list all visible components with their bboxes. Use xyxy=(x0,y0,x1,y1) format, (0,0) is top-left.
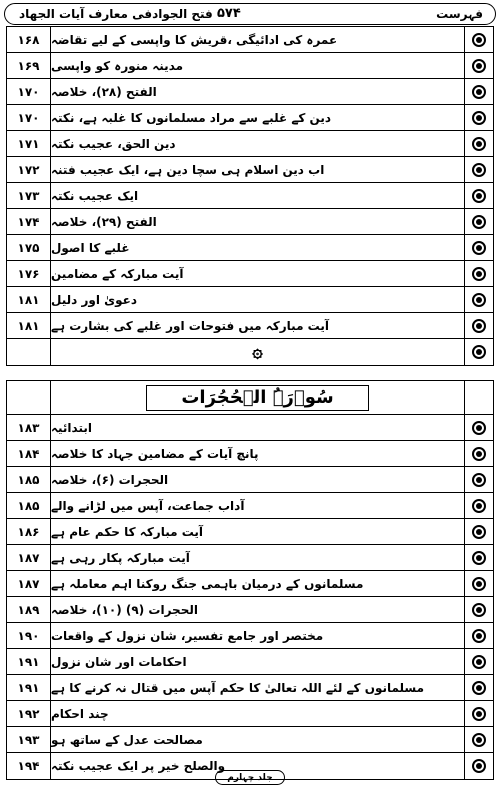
surah-title: سُوۡرَۃُ الۡحُجُرَات xyxy=(146,385,368,411)
row-title: الحجرات (۹) (۱۰)، خلاصہ xyxy=(51,597,465,622)
row-page: ۱۹۰ xyxy=(7,623,51,648)
table-row xyxy=(7,467,493,493)
row-title: دین کے غلبے سے مراد مسلمانوں کا غلبہ ہے، نکتہ xyxy=(51,105,465,130)
table-row xyxy=(7,287,493,313)
bullet-icon xyxy=(472,603,486,617)
row-page: ۱۶۸ xyxy=(7,27,51,52)
row-title: پانچ آیات کے مضامین جہاد کا خلاصہ xyxy=(51,441,465,466)
table-row xyxy=(7,571,493,597)
row-title: دعویٰ اور دلیل xyxy=(51,287,465,312)
bullet-icon xyxy=(472,733,486,747)
row-page: ۱۸۵ xyxy=(7,493,51,518)
bullet-icon xyxy=(472,85,486,99)
row-title: غلبے کا اصول xyxy=(51,235,465,260)
row-title: آیت مبارکہ میں فتوحات اور غلبے کی بشارت ہے xyxy=(51,313,465,338)
row-title: چند احکام xyxy=(51,701,465,726)
surah-heading-row xyxy=(7,381,493,415)
bullet-icon xyxy=(472,447,486,461)
row-title: مسلمانوں کے لئے اللہ تعالیٰ کا حکم آپس میں قتال نہ کرنے کا ہے xyxy=(51,675,465,700)
page-number: ۵۷۴ xyxy=(217,6,241,21)
table-row xyxy=(7,27,493,53)
row-title: اب دین اسلام ہی سچا دین ہے، ایک عجیب فتنہ xyxy=(51,157,465,182)
row-title: احکامات اور شان نزول xyxy=(51,649,465,674)
bullet-icon xyxy=(472,59,486,73)
row-title: الفتح (۲۸)، خلاصہ xyxy=(51,79,465,104)
page-header xyxy=(4,3,496,25)
bullet-icon xyxy=(472,189,486,203)
bullet-icon xyxy=(472,629,486,643)
row-page: ۱۸۶ xyxy=(7,519,51,544)
bullet-icon xyxy=(472,215,486,229)
row-title: آیت مبارکہ پکار رہی ہے xyxy=(51,545,465,570)
row-title: آیت مبارکہ کے مضامین xyxy=(51,261,465,286)
row-page: ۱۷۶ xyxy=(7,261,51,286)
table-row xyxy=(7,261,493,287)
table-row xyxy=(7,235,493,261)
bullet-icon xyxy=(472,345,486,359)
row-page: ۱۸۷ xyxy=(7,545,51,570)
table-row xyxy=(7,701,493,727)
row-page: ۱۸۳ xyxy=(7,415,51,440)
table-row xyxy=(7,727,493,753)
section-label: فہرست xyxy=(436,7,483,21)
row-page: ۱۹۱ xyxy=(7,675,51,700)
table-row xyxy=(7,545,493,571)
row-title: ایک عجیب نکتہ xyxy=(51,183,465,208)
row-page: ۱۸۱ xyxy=(7,313,51,338)
toc-table-1 xyxy=(6,26,494,366)
table-row xyxy=(7,441,493,467)
table-row xyxy=(7,79,493,105)
bullet-icon xyxy=(472,293,486,307)
bullet-icon xyxy=(472,241,486,255)
ornament-row xyxy=(7,339,493,365)
bullet-icon xyxy=(472,111,486,125)
bullet-icon xyxy=(472,551,486,565)
row-page: ۱۹۳ xyxy=(7,727,51,752)
bullet-icon xyxy=(472,137,486,151)
row-page: ۱۸۱ xyxy=(7,287,51,312)
row-page: ۱۷۱ xyxy=(7,131,51,156)
table-row xyxy=(7,313,493,339)
table-row xyxy=(7,597,493,623)
bullet-icon xyxy=(472,655,486,669)
bullet-icon xyxy=(472,33,486,47)
row-page: ۱۹۱ xyxy=(7,649,51,674)
row-page: ۱۸۹ xyxy=(7,597,51,622)
table-row xyxy=(7,131,493,157)
table-row xyxy=(7,623,493,649)
row-title: مختصر اور جامع تفسیر، شان نزول کے واقعات xyxy=(51,623,465,648)
row-page: ۱۹۲ xyxy=(7,701,51,726)
bullet-icon xyxy=(472,577,486,591)
row-title: الفتح (۲۹)، خلاصہ xyxy=(51,209,465,234)
row-title: والصلح خیر پر ایک عجیب نکتہ xyxy=(51,753,465,779)
table-row xyxy=(7,53,493,79)
table-row xyxy=(7,675,493,701)
table-row xyxy=(7,105,493,131)
table-row xyxy=(7,183,493,209)
bullet-icon xyxy=(472,707,486,721)
row-title: مصالحت عدل کے ساتھ ہو xyxy=(51,727,465,752)
bullet-icon xyxy=(472,681,486,695)
row-title: عمرہ کی ادائیگی ،قریش کا واپسی کے لیے تقاضہ xyxy=(51,27,465,52)
table-row xyxy=(7,415,493,441)
bullet-icon xyxy=(472,473,486,487)
row-title: ابتدائیہ xyxy=(51,415,465,440)
row-page: ۱۸۴ xyxy=(7,441,51,466)
book-title: فتح الجوادفی معارف آیات الجهاد xyxy=(19,7,213,21)
row-title: آیت مبارکہ کا حکم عام ہے xyxy=(51,519,465,544)
row-title: مسلمانوں کے درمیان باہمی جنگ روکنا اہم معاملہ ہے xyxy=(51,571,465,596)
row-page: ۱۷۴ xyxy=(7,209,51,234)
row-title: آداب جماعت، آپس میں لڑانے والے xyxy=(51,493,465,518)
bullet-icon xyxy=(472,499,486,513)
bullet-icon xyxy=(472,525,486,539)
bullet-icon xyxy=(472,163,486,177)
row-page: ۱۷۵ xyxy=(7,235,51,260)
row-title: الحجرات (۶)، خلاصہ xyxy=(51,467,465,492)
row-page: ۱۷۲ xyxy=(7,157,51,182)
row-page: ۱۸۷ xyxy=(7,571,51,596)
row-page: ۱۷۰ xyxy=(7,79,51,104)
table-row xyxy=(7,519,493,545)
toc-table-2 xyxy=(6,380,494,780)
table-row xyxy=(7,493,493,519)
table-row xyxy=(7,157,493,183)
table-row xyxy=(7,649,493,675)
row-page: ۱۶۹ xyxy=(7,53,51,78)
volume-footer: جلد چہارم xyxy=(215,770,285,785)
bullet-icon xyxy=(472,319,486,333)
row-page: ۱۸۵ xyxy=(7,467,51,492)
row-page: ۱۷۰ xyxy=(7,105,51,130)
bullet-icon xyxy=(472,759,486,773)
row-title: دین الحق، عجیب نکتہ xyxy=(51,131,465,156)
bullet-icon xyxy=(472,267,486,281)
table-row xyxy=(7,209,493,235)
row-page: ۱۷۳ xyxy=(7,183,51,208)
ornament-icon: ۞ xyxy=(252,341,263,362)
row-title: مدینہ منورہ کو واپسی xyxy=(51,53,465,78)
bullet-icon xyxy=(472,421,486,435)
row-page: ۱۹۴ xyxy=(7,753,51,779)
